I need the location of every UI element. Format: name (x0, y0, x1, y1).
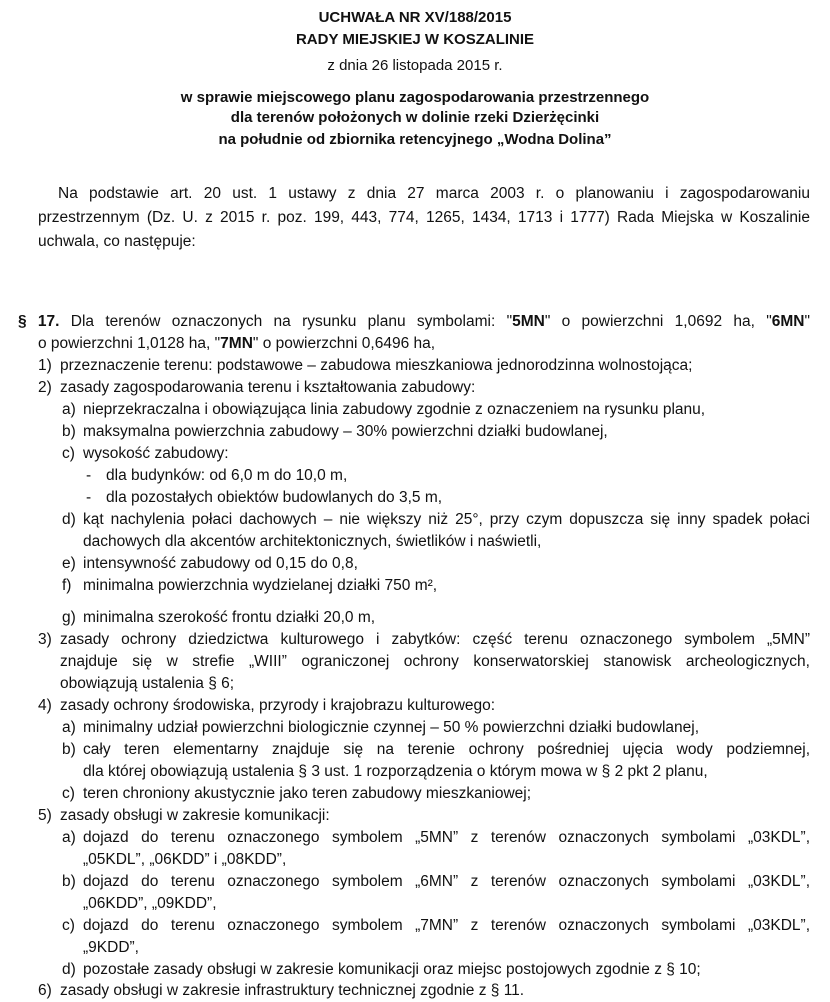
list-item (62, 443, 229, 465)
section-number: § 17. (18, 313, 60, 330)
item-text: minimalny udział powierzchni biologicznie czynnej – 50 % powierzchni działki budowlanej, (83, 719, 700, 736)
list-item (38, 695, 495, 717)
item-marker: c) (62, 917, 75, 934)
resolution-title: UCHWAŁA NR XV/188/2015 (318, 9, 512, 26)
section-intro-text: " o powierzchni 1,0692 ha, " (544, 313, 772, 330)
list-item-continuation: „06KDD”, „09KDD”, (83, 895, 217, 912)
list-item-continuation: „05KDL”, „06KDD” i „08KDD”, (83, 851, 287, 868)
list-item (62, 959, 701, 981)
section-intro-line-1 (18, 311, 810, 333)
item-marker: g) (62, 609, 76, 626)
list-item-continuation: dachowych dla akcentów architektonicznych, świetlików i naświetli, (83, 533, 542, 550)
item-marker: a) (62, 401, 76, 418)
item-marker: 3) (38, 631, 52, 648)
subject-line-1: w sprawie miejscowego planu zagospodarowania przestrzennego (180, 89, 650, 106)
item-text: minimalna powierzchnia wydzielanej działki 750 m², (83, 577, 438, 594)
item-text: maksymalna powierzchnia zabudowy – 30% powierzchni działki budowlanej, (83, 423, 608, 440)
item-marker: 6) (38, 982, 52, 999)
item-marker: - (86, 489, 92, 506)
list-item (62, 915, 810, 937)
list-item (86, 465, 347, 487)
council-name: RADY MIEJSKIEJ W KOSZALINIE (295, 31, 535, 48)
list-item (62, 575, 437, 597)
item-text: dla pozostałych obiektów budowlanych do 3,5 m, (106, 489, 443, 506)
item-marker: 1) (38, 357, 52, 374)
symbol-6mn: 6MN (771, 313, 805, 330)
section-intro-text: Dla terenów oznaczonych na rysunku planu symbolami: " (70, 313, 513, 330)
list-item (62, 717, 699, 739)
preamble-line-1: Na podstawie art. 20 ust. 1 ustawy z dnia 27 marca 2003 r. o planowaniu i zagospodarowaniu (58, 185, 810, 202)
list-item (62, 871, 810, 893)
item-text: cały teren elementarny znajduje się na terenie ochrony pośredniej ujęcia wody podziemnej, (83, 741, 810, 758)
item-marker: - (86, 467, 92, 484)
preamble-line-3: uchwala, co następuje: (38, 233, 196, 250)
item-text: dla budynków: od 6,0 m do 10,0 m, (106, 467, 348, 484)
item-text: zasady obsługi w zakresie infrastruktury technicznej zgodnie z § 11. (60, 982, 525, 999)
item-text: przeznaczenie terenu: podstawowe – zabudowa mieszkaniowa jednorodzinna wolnostojąca; (60, 357, 693, 374)
list-item (62, 553, 358, 575)
item-marker: 5) (38, 807, 52, 824)
item-marker: c) (62, 445, 75, 462)
list-item (62, 739, 810, 761)
list-item-continuation: „9KDD”, (83, 939, 139, 956)
item-text: zasady ochrony środowiska, przyrody i krajobrazu kulturowego: (60, 697, 496, 714)
list-item (62, 509, 810, 531)
item-marker: d) (62, 511, 76, 528)
section-intro-text: " o powierzchni 0,6496 ha, (252, 335, 436, 352)
subject-line-3: na południe od zbiornika retencyjnego „Wodna Dolina” (218, 131, 612, 148)
item-text: dojazd do terenu oznaczonego symbolem „5MN” z terenów oznaczonych symbolami „03KDL”, (83, 829, 810, 846)
section-intro-line-2 (38, 333, 435, 355)
item-marker: d) (62, 961, 76, 978)
list-item (38, 377, 475, 399)
item-marker: b) (62, 741, 76, 758)
item-marker: a) (62, 719, 76, 736)
item-text: intensywność zabudowy od 0,15 do 0,8, (83, 555, 358, 572)
list-item (38, 629, 810, 651)
item-marker: e) (62, 555, 76, 572)
item-text: dojazd do terenu oznaczonego symbolem „7MN” z terenów oznaczonych symbolami „03KDL”, (83, 917, 810, 934)
list-item (62, 783, 531, 805)
item-marker: a) (62, 829, 76, 846)
subject-line-2: dla terenów położonych w dolinie rzeki Dzierżęcinki (230, 109, 600, 126)
symbol-7mn: 7MN (220, 335, 253, 352)
preamble-line-2: przestrzennym (Dz. U. z 2015 r. poz. 199, 443, 774, 1265, 1434, 1713 i 1777) Rada Miejska w Koszalinie (38, 209, 810, 226)
item-text: wysokość zabudowy: (83, 445, 229, 462)
list-item-continuation: obowiązują ustalenia § 6; (60, 675, 235, 692)
item-marker: b) (62, 873, 76, 890)
item-text: zasady ochrony dziedzictwa kulturowego i zabytków: część terenu oznaczonego symbolem „5MN” (60, 631, 810, 648)
section-intro-text: " (804, 313, 810, 330)
item-text: teren chroniony akustycznie jako teren zabudowy mieszkaniowej; (83, 785, 532, 802)
item-marker: 2) (38, 379, 52, 396)
section-intro-text: o powierzchni 1,0128 ha, " (38, 335, 221, 352)
symbol-5mn: 5MN (512, 313, 545, 330)
item-text: zasady zagospodarowania terenu i kształtowania zabudowy: (60, 379, 476, 396)
list-item (38, 355, 692, 377)
resolution-date: z dnia 26 listopada 2015 r. (327, 57, 503, 74)
item-marker: 4) (38, 697, 52, 714)
list-item-continuation: znajduje się w strefie „WIII” ograniczonej ochrony konserwatorskiej stanowisk archeologicznych, (60, 653, 810, 670)
item-text: kąt nachylenia połaci dachowych – nie większy niż 25°, przy czym dopuszcza się inny spadek połaci (83, 511, 810, 528)
item-marker: c) (62, 785, 75, 802)
list-item (62, 827, 810, 849)
item-text: minimalna szerokość frontu działki 20,0 m, (83, 609, 376, 626)
item-text: dojazd do terenu oznaczonego symbolem „6MN” z terenów oznaczonych symbolami „03KDL”, (83, 873, 810, 890)
item-marker: f) (62, 577, 72, 594)
list-item-continuation: dla której obowiązują ustalenia § 3 ust. 1 rozporządzenia o którym mowa w § 2 pkt 2 planu, (83, 763, 708, 780)
list-item (62, 607, 375, 629)
item-text: zasady obsługi w zakresie komunikacji: (60, 807, 330, 824)
item-marker: b) (62, 423, 76, 440)
list-item (86, 487, 442, 509)
list-item (38, 980, 524, 1002)
list-item (62, 421, 608, 443)
item-text: pozostałe zasady obsługi w zakresie komunikacji oraz miejsc postojowych zgodnie z § 10; (83, 961, 701, 978)
item-text: nieprzekraczalna i obowiązująca linia zabudowy zgodnie z oznaczeniem na rysunku planu, (83, 401, 706, 418)
list-item (38, 805, 330, 827)
list-item (62, 399, 705, 421)
